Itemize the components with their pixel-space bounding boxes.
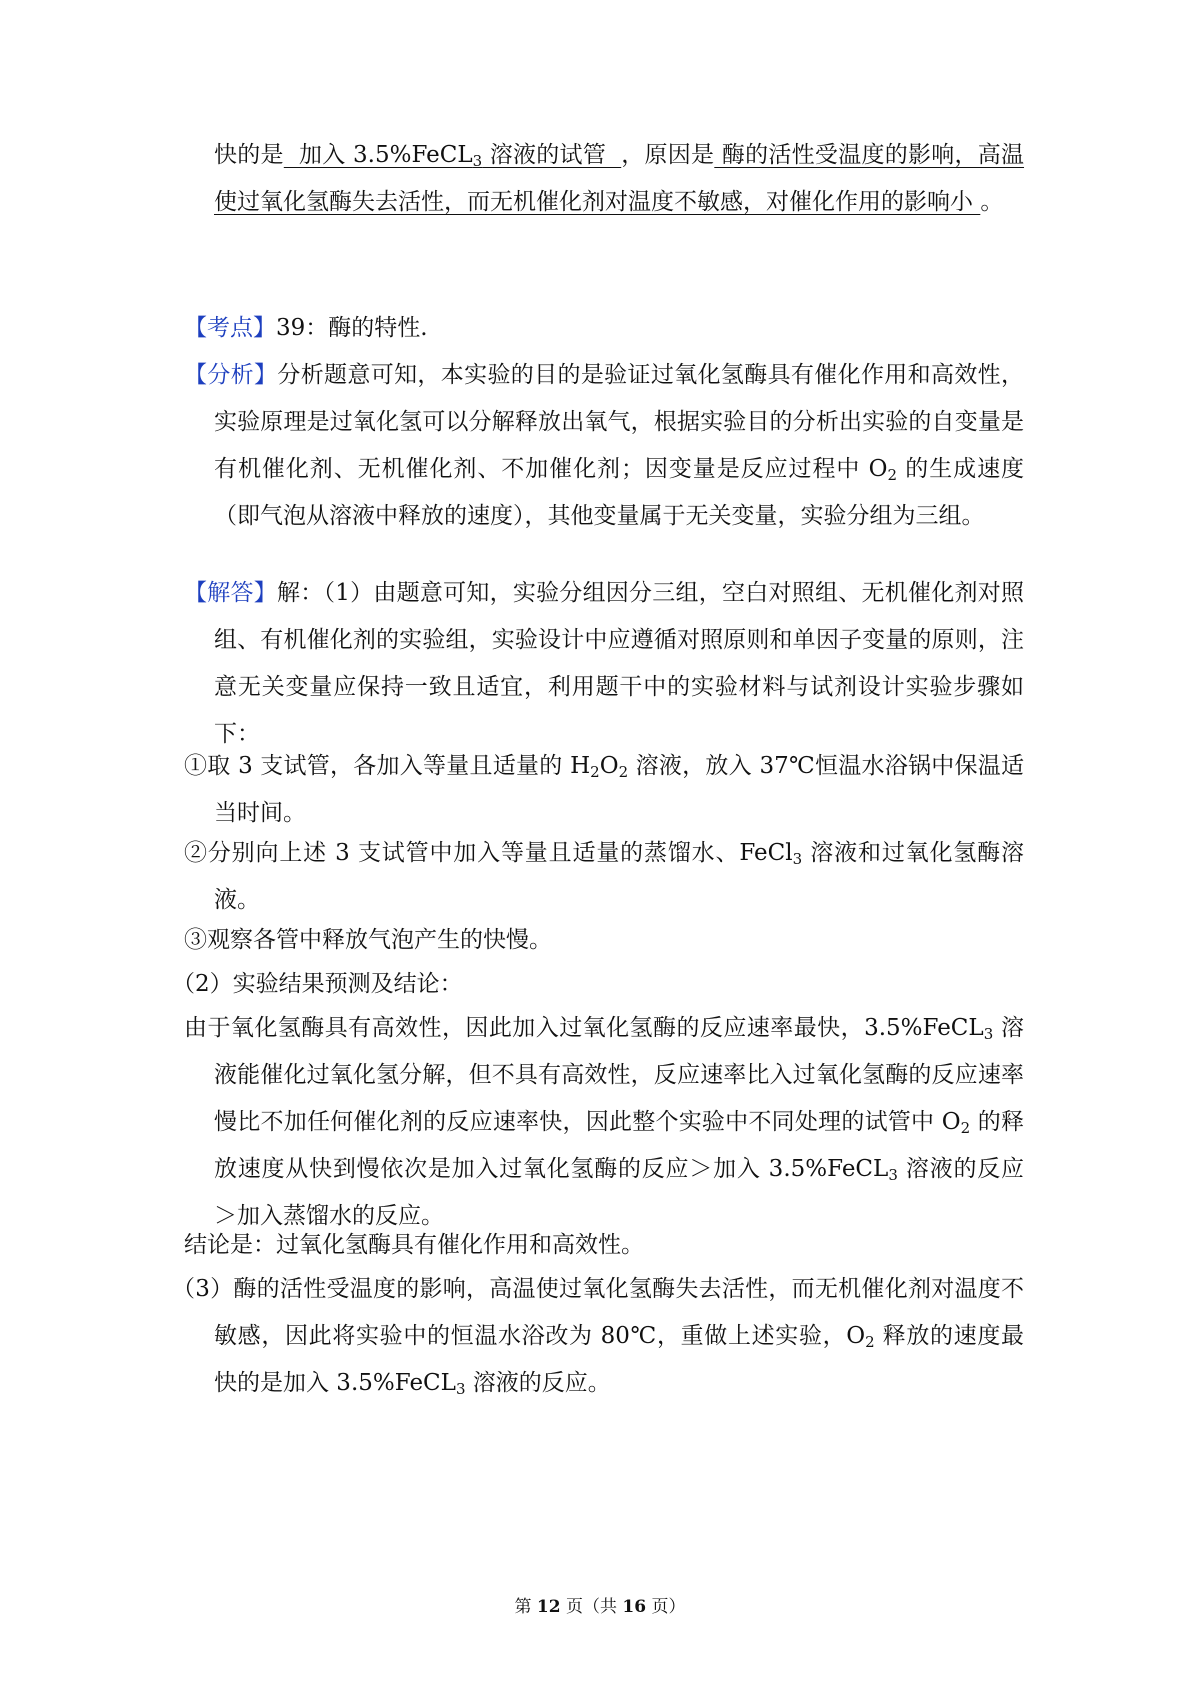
footer-total-pages: 16 bbox=[622, 1597, 647, 1617]
answer-mid: ，原因是 bbox=[621, 142, 715, 168]
fenxi-sub: 2 bbox=[887, 466, 897, 484]
part-3-text-c: 溶液的反应。 bbox=[465, 1370, 611, 1396]
step-1 bbox=[184, 743, 1024, 837]
step-2-text-b: 溶液和过氧化氢酶溶液。 bbox=[214, 840, 1024, 913]
step-1-sub-2: 2 bbox=[618, 763, 629, 781]
answer-blank-1-text: 加入 3.5%FeCL bbox=[283, 142, 473, 168]
part-2-text-c: 的释放速度从快到慢依次是加入过氧化氢酶的反应＞加入 3.5%FeCL bbox=[214, 1109, 1024, 1182]
fenxi-text-b: 的生成速度（即气泡从溶液中释放的速度），其他变量属于无关变量，实验分组为三组。 bbox=[214, 456, 1025, 529]
answer-end: 。 bbox=[980, 189, 1004, 215]
kaodian-text: 39：酶的特性. bbox=[276, 315, 428, 341]
jieda-tag: 【解答】 bbox=[184, 580, 277, 606]
part-3-sub-1: 2 bbox=[865, 1333, 875, 1351]
part-2-sub-2: 2 bbox=[960, 1119, 971, 1137]
part-2-text-a: 由于氧化氢酶具有高效性，因此加入过氧化氢酶的反应速率最快，3.5%FeCL bbox=[184, 1015, 984, 1041]
kaodian-section bbox=[184, 305, 1024, 352]
part-2-body bbox=[184, 1005, 1024, 1240]
step-1-text-b: O bbox=[599, 753, 619, 779]
answer-blank-2: 酶的活性受温度的影响，高温使过氧化氢酶失去活性，而无机催化剂对温度不敏感，对催化作用的影响小 bbox=[214, 142, 1025, 215]
jieda-text: 解：（1）由题意可知，实验分组因分三组，空白对照组、无机催化剂对照组、有机催化剂的实验组，实验设计中应遵循对照原则和单因子变量的原则，注意无关变量应保持一致且适宜，利用题干中的实验材料与试剂设计实验步骤如下： bbox=[214, 580, 1024, 747]
step-2 bbox=[184, 830, 1024, 924]
part-2-sub-3: 3 bbox=[888, 1166, 898, 1184]
part-2-sub-1: 3 bbox=[983, 1025, 994, 1043]
footer-prefix: 第 bbox=[514, 1597, 537, 1617]
step-1-text-c: 溶液，放入 37℃恒温水浴锅中保温适当时间。 bbox=[214, 753, 1025, 826]
footer-mid: 页（共 bbox=[560, 1597, 623, 1617]
footer-page-number: 12 bbox=[536, 1597, 561, 1617]
answer-continuation bbox=[214, 132, 1024, 226]
answer-prefix: 快的是 bbox=[214, 142, 284, 168]
part-3-text-a: （3）酶的活性受温度的影响，高温使过氧化氢酶失去活性，而无机催化剂对温度不敏感，因此将实验中的恒温水浴改为 80℃，重做上述实验，O bbox=[172, 1276, 1024, 1349]
jieda-section bbox=[184, 570, 1024, 758]
kaodian-tag: 【考点】 bbox=[184, 315, 276, 341]
part-3-text-b: 释放的速度最快的是加入 3.5%FeCL bbox=[214, 1323, 1024, 1396]
step-3: ③观察各管中释放气泡产生的快慢。 bbox=[184, 927, 552, 953]
conclusion: 结论是：过氧化氢酶具有催化作用和高效性。 bbox=[184, 1232, 644, 1258]
fenxi-section bbox=[184, 352, 1024, 540]
step-1-text-a: ①取 3 支试管，各加入等量且适量的 H bbox=[184, 753, 591, 779]
step-1-sub-1: 2 bbox=[590, 763, 600, 781]
step-2-sub-1: 3 bbox=[792, 850, 803, 868]
answer-blank-1-tail: 溶液的试管 bbox=[482, 142, 622, 168]
part-3-sub-2: 3 bbox=[455, 1380, 466, 1398]
part-2-text-d: 溶液的反应＞加入蒸馏水的反应。 bbox=[214, 1156, 1024, 1229]
part-2-text-b: 溶液能催化过氧化氢分解，但不具有高效性，反应速率比入过氧化氢酶的反应速率慢比不加任何催化剂的反应速率快，因此整个实验中不同处理的试管中 O bbox=[214, 1015, 1024, 1135]
step-2-text-a: ②分别向上述 3 支试管中加入等量且适量的蒸馏水、FeCl bbox=[184, 840, 793, 866]
fenxi-tag: 【分析】 bbox=[184, 362, 278, 388]
part-3 bbox=[172, 1266, 1024, 1407]
answer-blank-1 bbox=[284, 142, 621, 168]
part-2-title: （2）实验结果预测及结论： bbox=[172, 971, 463, 997]
fenxi-text-a: 分析题意可知，本实验的目的是验证过氧化氢酶具有催化作用和高效性，实验原理是过氧化氢可以分解释放出氧气，根据实验目的分析出实验的自变量是有机催化剂、无机催化剂、不加催化剂；因变量是反应过程中 O bbox=[214, 362, 1025, 482]
answer-blank-1-sub: 3 bbox=[472, 152, 483, 170]
page-footer bbox=[0, 1595, 1200, 1619]
footer-suffix: 页） bbox=[646, 1597, 686, 1617]
